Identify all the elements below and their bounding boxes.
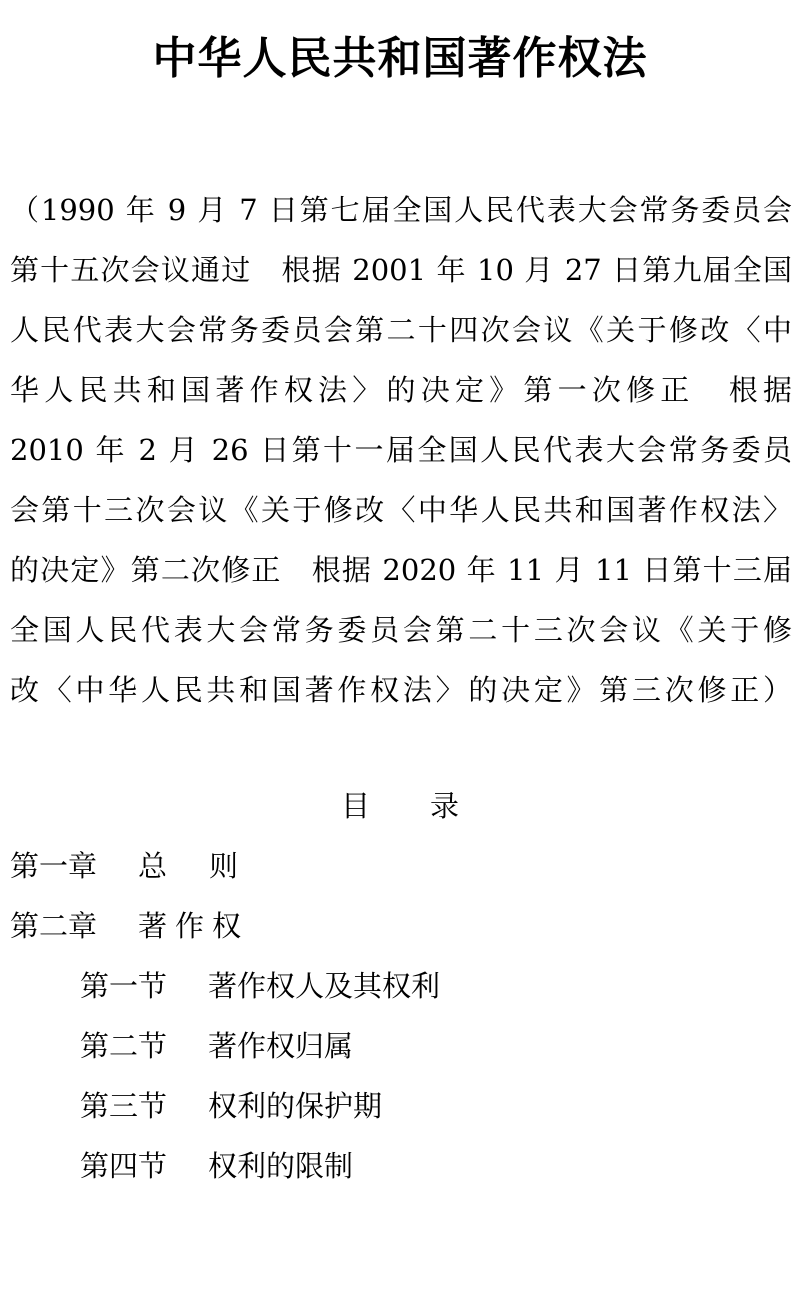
section-title: 著作权归属 [208, 1029, 354, 1063]
chapter-title: 著作权 [138, 909, 250, 943]
preamble-line: 2010 年 2 月 26 日第十一届全国人民代表大会常务委员 [10, 433, 792, 467]
section-number: 第二节 [80, 1029, 168, 1063]
preamble-line: （1990 年 9 月 7 日第七届全国人民代表大会常务委员会 [10, 193, 792, 227]
chapter-title: 总则 [138, 849, 281, 883]
preamble-line: 第十五次会议通过 根据 2001 年 10 月 27 日第九届全国 [10, 253, 792, 287]
law-title: 中华人民共和国著作权法 [152, 33, 648, 84]
toc-heading: 目录 [340, 789, 519, 823]
toc-section-2 [10, 1016, 790, 1076]
section-number: 第一节 [80, 969, 168, 1003]
toc-section-4 [10, 1136, 790, 1196]
chapter-number: 第一章 [10, 849, 98, 883]
toc-section-1 [10, 956, 790, 1016]
section-title: 权利的保护期 [208, 1089, 383, 1123]
preamble-line: 改〈中华人民共和国著作权法〉的决定》第三次修正） [10, 673, 792, 707]
section-number: 第四节 [80, 1149, 168, 1183]
toc-section-3 [10, 1076, 790, 1136]
preamble-line: 的决定》第二次修正 根据 2020 年 11 月 11 日第十三届 [10, 553, 792, 587]
toc-chapter-1 [10, 836, 790, 896]
preamble-line: 人民代表大会常务委员会第二十四次会议《关于修改〈中 [10, 313, 792, 347]
section-title: 权利的限制 [208, 1149, 354, 1183]
section-number: 第三节 [80, 1089, 168, 1123]
preamble-line: 全国人民代表大会常务委员会第二十三次会议《关于修 [10, 613, 792, 647]
section-title: 著作权人及其权利 [208, 969, 441, 1003]
adoption-history-note [10, 180, 792, 720]
toc-chapter-2 [10, 896, 790, 956]
table-of-contents [10, 836, 790, 1196]
chapter-number: 第二章 [10, 909, 98, 943]
preamble-line: 华人民共和国著作权法〉的决定》第一次修正 根据 [10, 373, 792, 407]
preamble-line: 会第十三次会议《关于修改〈中华人民共和国著作权法〉 [10, 493, 792, 527]
